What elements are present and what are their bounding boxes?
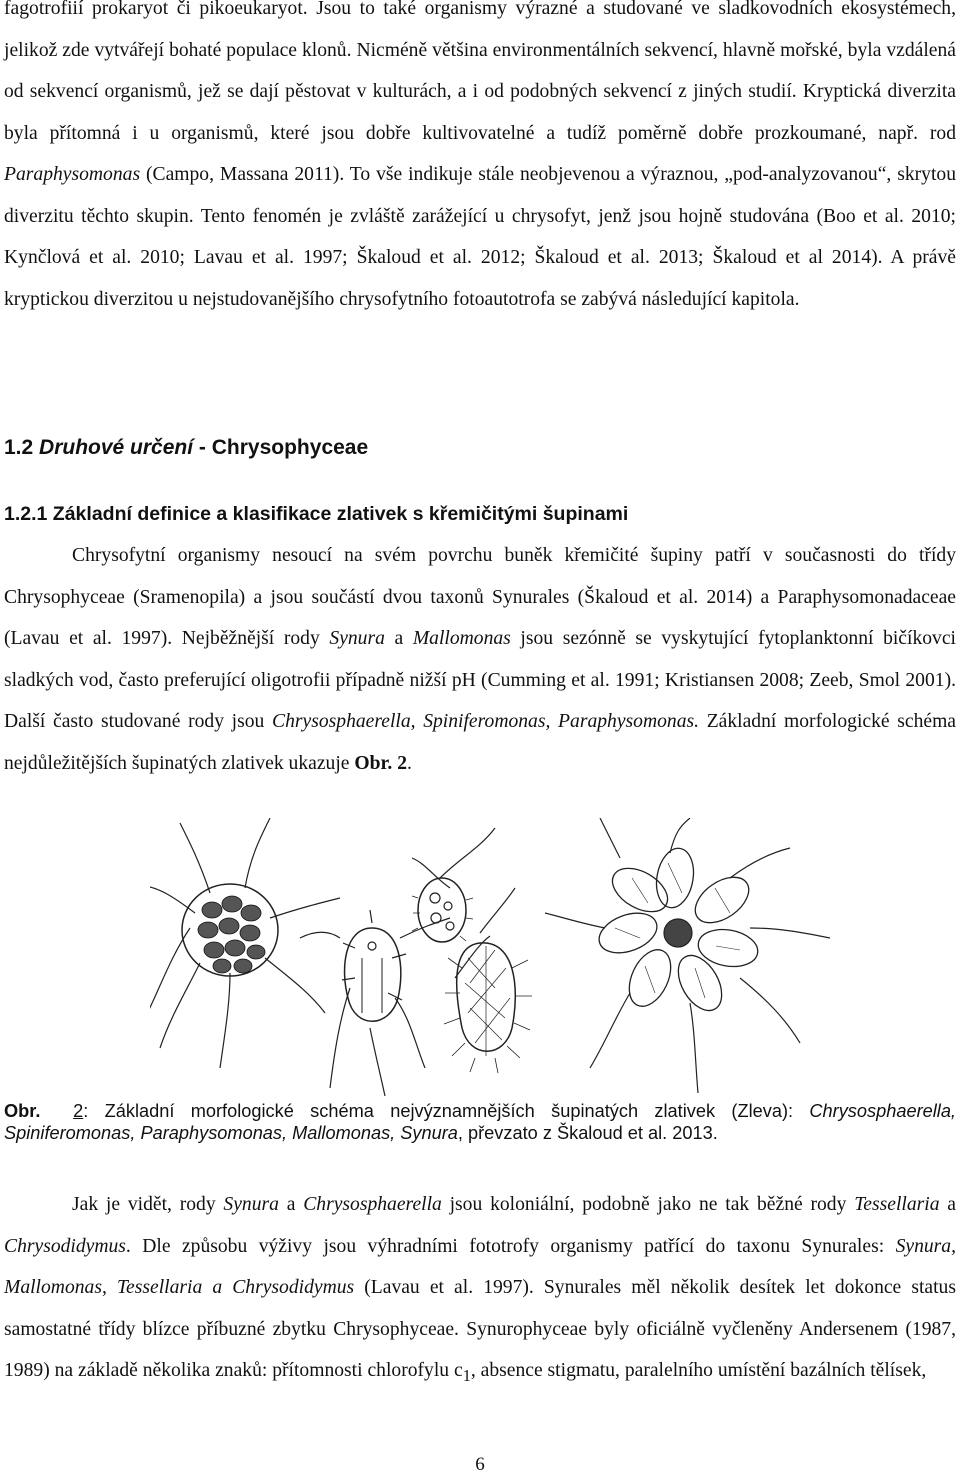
- spiniferomonas-illustration: [300, 910, 450, 1096]
- genus-name: Paraphysomonas: [4, 164, 141, 185]
- text-run: (Campo, Massana 2011). To vše indikuje stále neobjevenou a výraznou, „pod-analyzovanou“, skrytou diverzitu těchto skupin. Tento fenomén je zvláště zarážející u chrysofyt, jenž jsou hojně studována (Boo et al. 2010; Kynčlová et al. 2010; Lavau et al. 1997; Škaloud et al. 2012; Škaloud et al. 2013; Škaloud et al 2014). A právě kryptickou diverzitou u nejstudovanějšího chrysofytního fotoautotrofa se zabývá následující kapitola.: [4, 164, 956, 310]
- subsection-title: Základní definice a klasifikace zlativek s křemičitými šupinami: [52, 503, 629, 525]
- genus-name: Synura: [223, 1194, 279, 1215]
- chrysosphaerella-illustration: [150, 818, 340, 1068]
- section-title-italic: Druhové určení: [39, 436, 194, 459]
- text-run: a: [384, 628, 413, 649]
- synura-illustration: [545, 818, 830, 1093]
- subscript: 1: [462, 1365, 471, 1385]
- paragraph-kryptic-diversity: [4, 0, 956, 320]
- page-number: 6: [475, 1454, 485, 1475]
- mallomonas-illustration: [444, 888, 532, 1073]
- caption-number: 2: [73, 1101, 84, 1121]
- text-run: jsou sezónně se vyskytující fytoplanktonní bičíkovci sladkých vod, často preferující oligotrofii případně nižší pH (Cumming et al. 1991; Kristiansen 2008; Zeeb, Smol 2001). Další často studované rody jsou: [4, 628, 956, 732]
- subsection-number: 1.2.1: [4, 503, 48, 525]
- genus-list: Synura, Mallomonas, Tessellaria a Chrysodidymus: [4, 1235, 956, 1298]
- caption-label: Obr.: [4, 1101, 41, 1121]
- genus-name: Chrysodidymus: [4, 1235, 126, 1257]
- paragraph-synurales: [4, 1184, 956, 1396]
- text-run: Jak je vidět, rody: [72, 1194, 224, 1215]
- text-run: Základní morfologické schéma nejdůležitějších šupinatých zlativek ukazuje: [4, 711, 957, 774]
- genus-name: Tessellaria: [854, 1194, 940, 1215]
- subsection-heading: [4, 503, 628, 526]
- text-run: , absence stigmatu, paralelního umístění bazálních tělísek,: [470, 1360, 927, 1381]
- text-run: (Lavau et al. 1997). Synurales měl několik desítek let dokonce status samostatné třídy blízce příbuzné zbytku Chrysophyceae. Synurophyceae byly oficiálně vyčleněny Andersenem (1987, 1989) na základě několika znaků: přítomnosti chlorofylu c: [4, 1277, 956, 1381]
- text-run: Chrysofytní organismy nesoucí na svém povrchu buněk křemičité šupiny patří v současnosti do třídy Chrysophyceae (Sramenopila) a jsou součástí dvou taxonů Synurales (Škaloud et al. 2014) a Paraphysomonadaceae (Lavau et al. 1997). Nejběžnější rody: [4, 545, 956, 649]
- text-run: fagotrofiií prokaryot či pikoeukaryot. Jsou to také organismy výrazné a studované ve sladkovodních ekosystémech, jelikož zde vytvářejí bohaté populace klonů. Nicméně většina environmentálních sekvencí, hlavně mořské, byla vzdálená od sekvencí organismů, jež se dají pěstovat v kulturách, a i od podobných sekvencí z jiných studií. Kryptická diverzita byla přítomná i u organismů, které jsou dobře kultivovatelné a tudíž poměrně dobře prozkoumané, např. rod: [4, 0, 956, 144]
- section-title-rest: - Chrysophyceae: [193, 436, 369, 459]
- text-run: a: [939, 1194, 956, 1215]
- caption-genus-list: Chrysosphaerella, Spiniferomonas, Paraphysomonas, Mallomonas, Synura: [4, 1101, 956, 1143]
- paraphysomonas-illustration: [412, 828, 495, 942]
- caption-text: : Základní morfologické schéma nejvýznamnějších šupinatých zlativek (Zleva):: [83, 1101, 810, 1121]
- caption-text: , převzato z Škaloud et al. 2013.: [457, 1122, 718, 1143]
- section-heading: [4, 436, 368, 460]
- text-run: . Dle způsobu výživy jsou výhradními fototrofy organismy patřící do taxonu Synurales:: [125, 1235, 896, 1257]
- text-run: .: [407, 752, 412, 774]
- figure-morphology-drawing: [150, 818, 830, 1098]
- section-number: 1.2: [4, 436, 34, 459]
- genus-name: Chrysosphaerella: [303, 1194, 442, 1215]
- genus-name: Mallomonas: [412, 628, 511, 649]
- text-run: a: [278, 1194, 304, 1215]
- genus-name: Synura: [329, 628, 385, 649]
- figure-reference: Obr. 2: [354, 752, 408, 774]
- genus-list: Chrysosphaerella, Spiniferomonas, Paraphysomonas.: [272, 711, 700, 732]
- figure-caption: [4, 1101, 956, 1144]
- paragraph-definition: [4, 535, 956, 784]
- text-run: jsou koloniální, podobně jako ne tak běžné rody: [441, 1194, 855, 1215]
